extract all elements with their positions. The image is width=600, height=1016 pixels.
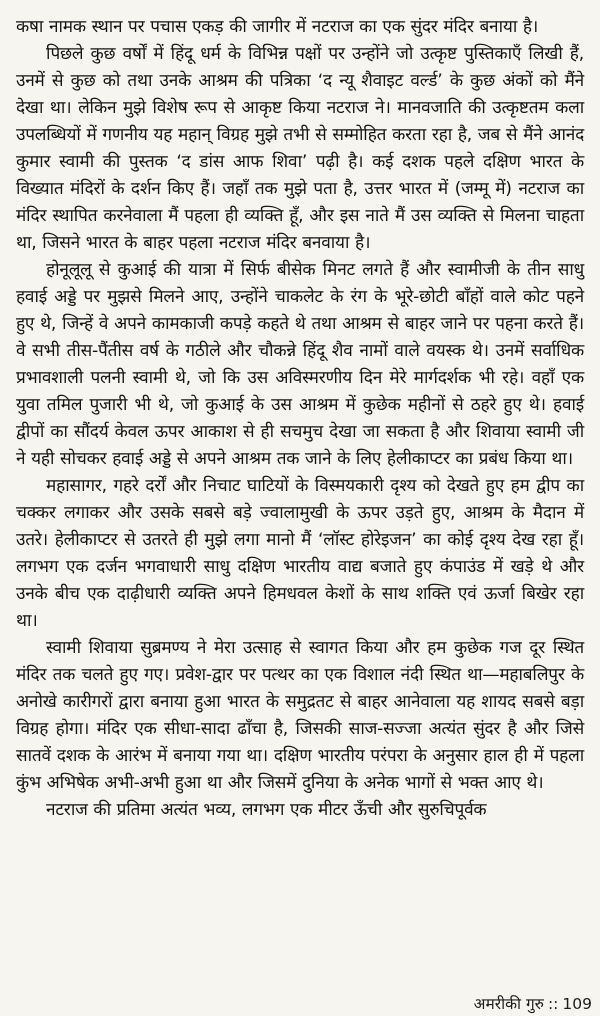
paragraph-5: स्वामी शिवाया सुब्रमण्य ने मेरा उत्साह से स्वागत किया और हम कुछेक गज दूर स्थित मंदिर तक चलते हुए गए। प्रवेश-द्वार पर पत्थर का एक विशाल नंदी स्थित था—महाबलिपुर के अनोखे कारीगरों द्वारा बनाया हुआ भारत के समुद्रतट से बाहर आनेवाला यह शायद सबसे बड़ा विग्रह होगा। मंदिर एक सीधा-सादा ढाँचा है, जिसकी साज-सज्जा अत्यंत सुंदर है और जिसे सातवें दशक के आरंभ में बनाया गया था। दक्षिण भारतीय परंपरा के अनुसार हाल ही में पहला कुंभ अभिषेक अभी-अभी हुआ था और जिसमें दुनिया के अनेक भागों से भक्त आए थे।	[16, 638, 584, 793]
paragraph-3: होनूलूलू से कुआई की यात्रा में सिर्फ बीसेक मिनट लगते हैं और स्वामीजी के तीन साधु हवाई अड्डे पर मुझसे मिलने आए, उन्होंने चाकलेट के रंग के भूरे-छोटी बाँहों वाले कोट पहने हुए थे, जिन्हें वे अपने कामकाजी कपड़े कहते थे तथा आश्रम से बाहर जाने पर पहना करते हैं। वे सभी तीस-पैंतीस वर्ष के गठीले और चौकन्ने हिंदू शैव नामों वाले वयस्क थे। उनमें सर्वाधिक प्रभावशाली पलनी स्वामी थे, जो कि उस अविस्मरणीय दिन मेरे मार्गदर्शक भी रहे। वहाँ एक युवा तमिल पुजारी भी थे, जो कुआई के उस आश्रम में कुछेक महीनों से ठहरे हुए थे। हवाई द्वीपों का सौंदर्य केवल ऊपर आकाश से ही सचमुच देखा जा सकता है और शिवाया स्वामी जी ने यही सोचकर हवाई अड्डे से अपने आश्रम तक जाने के लिए हेलीकाप्टर का प्रबंध किया था।	[16, 260, 584, 469]
paragraph-1: कषा नामक स्थान पर पचास एकड़ की जागीर में नटराज का एक सुंदर मंदिर बनाया है।	[16, 17, 539, 37]
footer-separator: ::	[547, 995, 559, 1013]
page-number: 109	[562, 995, 592, 1013]
page-body-text	[16, 14, 584, 824]
page-footer	[474, 992, 592, 1014]
book-page	[16, 14, 584, 1004]
paragraph-6: नटराज की प्रतिमा अत्यंत भव्य, लगभग एक मीटर ऊँची और सुरुचिपूर्वक	[46, 800, 487, 820]
running-title: अमरीकी गुरु	[473, 995, 544, 1013]
paragraph-4: महासागर, गहरे दर्रों और निचाट घाटियों के विस्मयकारी दृश्य को देखते हुए हम द्वीप का चक्कर लगाकर और उसके सबसे बड़े ज्वालामुखी के ऊपर उड़ते हुए, आश्रम के मैदान में उतरे। हेलीकाप्टर से उतरते ही मुझे लगा मानो मैं ‘लॉस्ट होरेइजन’ का कोई दृश्य देख रहा हूँ। लगभग एक दर्जन भगवाधारी साधु दक्षिण भारतीय वाद्य बजाते हुए कंपाउंड में खड़े थे और उनके बीच एक दाढ़ीधारी व्यक्ति अपने हिमधवल केशों के साथ शक्ति एवं ऊर्जा बिखेर रहा था।	[16, 476, 584, 631]
paragraph-2: पिछले कुछ वर्षों में हिंदू धर्म के विभिन्न पक्षों पर उन्होंने जो उत्कृष्ट पुस्तिकाएँ लिखी हैं, उनमें से कुछ को तथा उनके आश्रम की पत्रिका ‘द न्यू शैवाइट वर्ल्ड’ के कुछ अंकों को मैंने देखा था। लेकिन मुझे विशेष रूप से आकृष्ट किया नटराज ने। मानवजाति की उत्कृष्टतम कला उपलब्धियों में गणनीय यह महान् विग्रह मुझे तभी से सम्मोहित करता रहा है, जब से मैंने आनंद कुमार स्वामी की पुस्तक ‘द डांस आफ शिवा’ पढ़ी है। कई दशक पहले दक्षिण भारत के विख्यात मंदिरों के दर्शन किए हैं। जहाँ तक मुझे पता है, उत्तर भारत में (जम्मू में) नटराज का मंदिर स्थापित करनेवाला मैं पहला ही व्यक्ति हूँ, और इस नाते मैं उस व्यक्ति से मिलना चाहता था, जिसने भारत के बाहर पहला नटराज मंदिर बनवाया है।	[16, 44, 584, 253]
